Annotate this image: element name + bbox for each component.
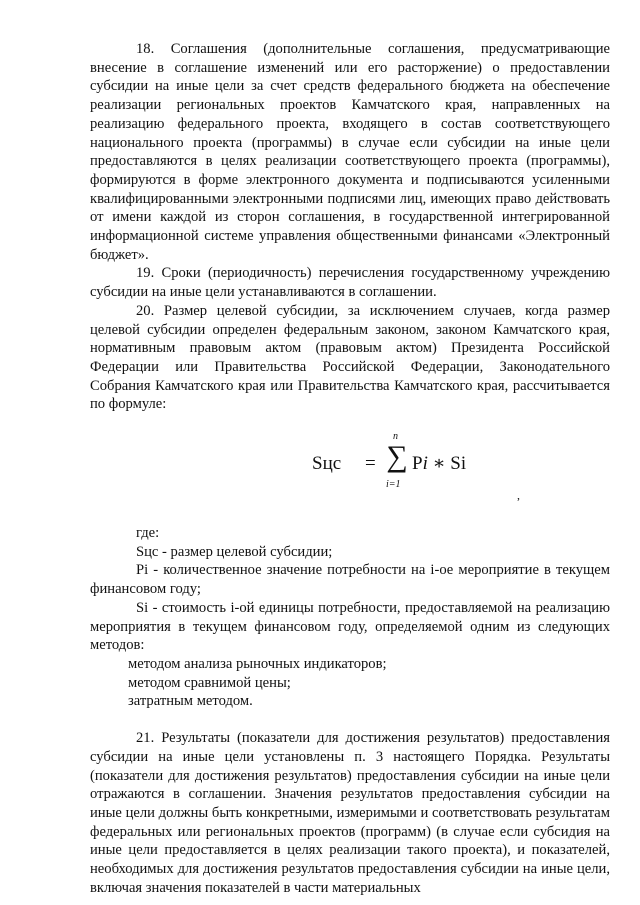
where-label: где: — [136, 525, 160, 542]
formula-rhs — [412, 455, 466, 474]
formula-p: P — [412, 453, 423, 475]
formula-lower-limit: i=1 — [386, 479, 401, 491]
definition-si: Si - стоимость i-ой единицы потребности, предоставляемой на реализацию мероприятия в текущем финансовом году, определяемой одним из следующих методов: — [90, 599, 610, 654]
method-item-market: методом анализа рыночных индикаторов; — [128, 655, 387, 672]
paragraph-21: 21. Результаты (показатели для достижения результатов) предоставления субсидии на иные цели установлены п. 3 настоящего Порядка. Результаты (показатели для достижения результатов) предоставления субсидии на иные цели отражаются в соглашении. Значения результатов предоставления субсидии на иные цели должны быть конкретными, измеримыми и соответствовать результатам федеральных или региональных проектов (программ) (в случае если субсидия на иные цели предоставляется в целях реализации такого проекта), и показателей, необходимых для достижения результатов предоставления субсидии на иные цели, включая значения показателей в части материальных — [90, 730, 610, 896]
formula-equals: = — [365, 453, 376, 475]
formula-index-i: i — [422, 453, 428, 475]
document-page — [90, 40, 610, 897]
method-item-cost: затратным методом. — [128, 693, 253, 710]
formula-comma: , — [517, 488, 520, 503]
formula-sum — [382, 428, 412, 491]
definition-pi: Pi - количественное значение потребности на i-ое мероприятие в текущем финансовом году; — [90, 562, 610, 598]
formula-lhs: Sцс — [312, 453, 342, 475]
method-item-comparable: методом сравнимой цены; — [128, 674, 291, 691]
formula-upper-limit: n — [393, 431, 398, 443]
paragraph-20: 20. Размер целевой субсидии, за исключением случаев, когда размер целевой субсидии определен федеральным законом, законом Камчатского края, нормативным правовым актом (правовым актом) Президента Российской Федерации или Правительства Российской Федерации, Законодательного Собрания Камчатского края или Правительства Камчатского края, рассчитывается по формуле: — [90, 302, 610, 413]
sigma-symbol: ∑ — [386, 440, 408, 474]
definition-sc: Sцс - размер целевой субсидии; — [136, 543, 333, 560]
spacer — [90, 711, 610, 729]
formula-block — [90, 414, 610, 524]
formula-product: ∗ Si — [427, 453, 467, 475]
paragraph-19: 19. Сроки (периодичность) перечисления государственному учреждению субсидии на иные цели устанавливаются в соглашении. — [90, 265, 610, 301]
paragraph-18: 18. Соглашения (дополнительные соглашения, предусматривающие внесение в соглашение изменений или его расторжение) о предоставлении субсидии на иные цели за счет средств федерального бюджета на обеспечение реализации региональных проектов Камчатского края, направленных на реализацию федерального проекта, входящего в состав соответствующего национального проекта (программы) в случае если субсидии на иные цели предоставляются в целях реализации соответствующего проекта (программы), формируются в форме электронного документа и подписываются усиленными квалифицированными электронными подписями лиц, имеющих право действовать от имени каждой из сторон соглашения, в государственной интегрированной информационной системе управления общественными финансами «Электронный бюджет». — [90, 41, 610, 263]
